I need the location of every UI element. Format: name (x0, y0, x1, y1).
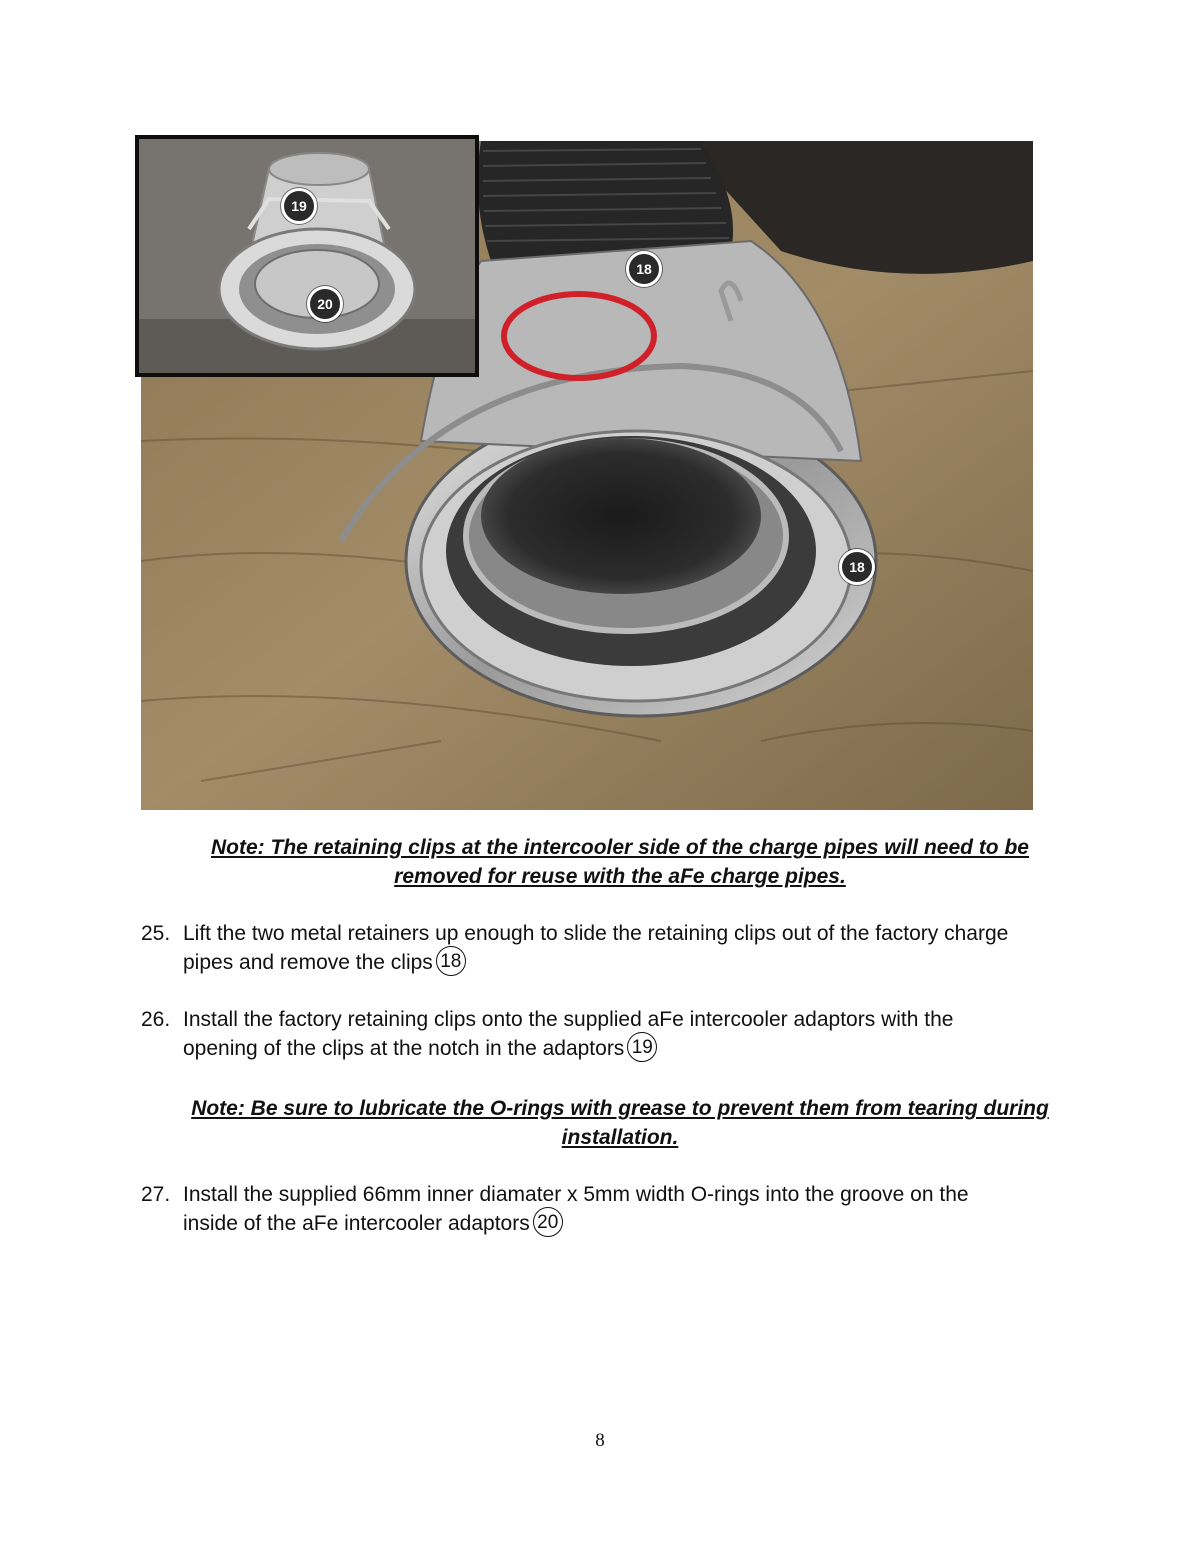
callout-19: 19 (281, 188, 317, 224)
part-ref-19: 19 (627, 1032, 657, 1062)
page-number: 8 (595, 1430, 605, 1451)
step-text: pipes and remove the clips (183, 951, 433, 974)
note-line: installation. (561, 1126, 679, 1149)
note-retaining-clips (150, 833, 1090, 891)
callout-18-top: 18 (626, 251, 662, 287)
step-25 (141, 919, 1061, 979)
step-text: inside of the aFe intercooler adaptors (183, 1212, 530, 1235)
step-27 (141, 1180, 1061, 1240)
step-number: 27. (141, 1183, 171, 1206)
step-text: Install the factory retaining clips onto the supplied aFe intercooler adaptors with the (183, 1008, 954, 1031)
note-line: removed for reuse with the aFe charge pipes. (394, 865, 846, 888)
callout-20: 20 (307, 286, 343, 322)
part-ref-18: 18 (436, 946, 466, 976)
note-line: Note: Be sure to lubricate the O-rings with grease to prevent them from tearing during (191, 1097, 1049, 1120)
note-line: Note: The retaining clips at the intercooler side of the charge pipes will need to be (211, 836, 1029, 859)
step-text: Lift the two metal retainers up enough to slide the retaining clips out of the factory charge (183, 922, 1009, 945)
step-number: 26. (141, 1008, 171, 1031)
step-text: opening of the clips at the notch in the adaptors (183, 1037, 625, 1060)
adaptor-inset-photo (135, 135, 479, 377)
part-ref-20: 20 (533, 1207, 563, 1237)
step-number: 25. (141, 922, 171, 945)
step-text: Install the supplied 66mm inner diamater x 5mm width O-rings into the groove on the (183, 1183, 969, 1206)
callout-18-right: 18 (839, 549, 875, 585)
step-26 (141, 1005, 1061, 1065)
note-lubricate-orings (150, 1094, 1090, 1152)
